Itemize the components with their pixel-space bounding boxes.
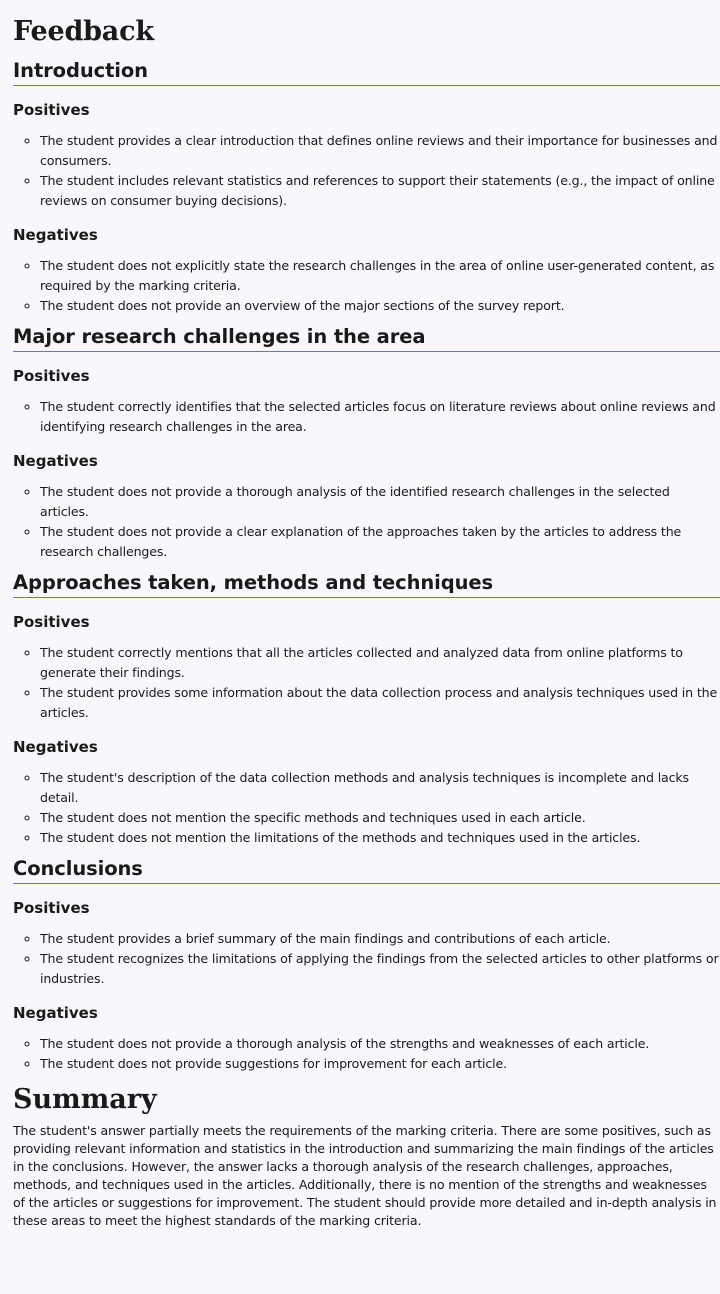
summary-text: The student's answer partially meets the requirements of the marking criteria. There are some positives, such as providing relevant information and statistics in the introduction and summarizing the main findings of the articles in the conclusions. However, the answer lacks a thorough analysis of the research challenges, approaches, methods, and techniques used in the articles. Additionally, there is no mention of the strengths and weaknesses of the articles or suggestions for improvement. The student should provide more detailed and in-depth analysis in these areas to meet the highest standards of the marking criteria. [13, 1123, 717, 1228]
list-item: ◦ The student does not provide suggestions for improvement for each article. [40, 1054, 720, 1074]
page-title: Feedback [13, 16, 154, 47]
section-research-challenges [13, 324, 720, 562]
negatives-list [13, 768, 720, 848]
list-item: ◦ The student provides a clear introduction that defines online reviews and their importance for businesses and consumers. [40, 131, 720, 171]
section-approaches [13, 570, 720, 848]
list-item: ◦ The student recognizes the limitations of applying the findings from the selected articles to other platforms or industries. [40, 949, 720, 989]
list-item: ◦ The student includes relevant statistics and references to support their statements (e.g., the impact of online reviews on consumer buying decisions). [40, 171, 720, 211]
section-heading: Conclusions [13, 856, 720, 884]
negatives-heading: Negatives [13, 738, 98, 756]
feedback-sections [13, 58, 720, 1074]
positives-list [13, 929, 720, 989]
section-conclusions [13, 856, 720, 1074]
list-item: ◦ The student does not mention the specific methods and techniques used in each article. [40, 808, 720, 828]
negatives-heading: Negatives [13, 1004, 98, 1022]
positives-heading: Positives [13, 367, 90, 385]
list-item: ◦ The student provides some information about the data collection process and analysis techniques used in the articles. [40, 683, 720, 723]
list-item: ◦ The student's description of the data collection methods and analysis techniques is incomplete and lacks detail. [40, 768, 720, 808]
negatives-heading: Negatives [13, 226, 98, 244]
negatives-heading: Negatives [13, 452, 98, 470]
list-item: ◦ The student does not mention the limitations of the methods and techniques used in the articles. [40, 828, 720, 848]
positives-heading: Positives [13, 899, 90, 917]
section-heading: Major research challenges in the area [13, 324, 720, 352]
negatives-list [13, 1034, 720, 1074]
section-introduction [13, 58, 720, 316]
summary-section [13, 1082, 720, 1230]
summary-heading: Summary [13, 1084, 157, 1115]
positives-list [13, 397, 720, 437]
positives-list [13, 643, 720, 723]
negatives-list [13, 256, 720, 316]
list-item: ◦ The student does not provide a thorough analysis of the strengths and weaknesses of each article. [40, 1034, 720, 1054]
section-heading: Introduction [13, 58, 720, 86]
list-item: ◦ The student does not explicitly state the research challenges in the area of online user-generated content, as required by the marking criteria. [40, 256, 720, 296]
list-item: ◦ The student correctly mentions that all the articles collected and analyzed data from online platforms to generate their findings. [40, 643, 720, 683]
positives-heading: Positives [13, 613, 90, 631]
list-item: ◦ The student provides a brief summary of the main findings and contributions of each article. [40, 929, 720, 949]
list-item: ◦ The student does not provide an overview of the major sections of the survey report. [40, 296, 720, 316]
list-item: ◦ The student correctly identifies that the selected articles focus on literature reviews about online reviews and identifying research challenges in the area. [40, 397, 720, 437]
positives-list [13, 131, 720, 211]
list-item: ◦ The student does not provide a clear explanation of the approaches taken by the articles to address the research challenges. [40, 522, 720, 562]
negatives-list [13, 482, 720, 562]
list-item: ◦ The student does not provide a thorough analysis of the identified research challenges in the selected articles. [40, 482, 720, 522]
positives-heading: Positives [13, 101, 90, 119]
section-heading: Approaches taken, methods and techniques [13, 570, 720, 598]
